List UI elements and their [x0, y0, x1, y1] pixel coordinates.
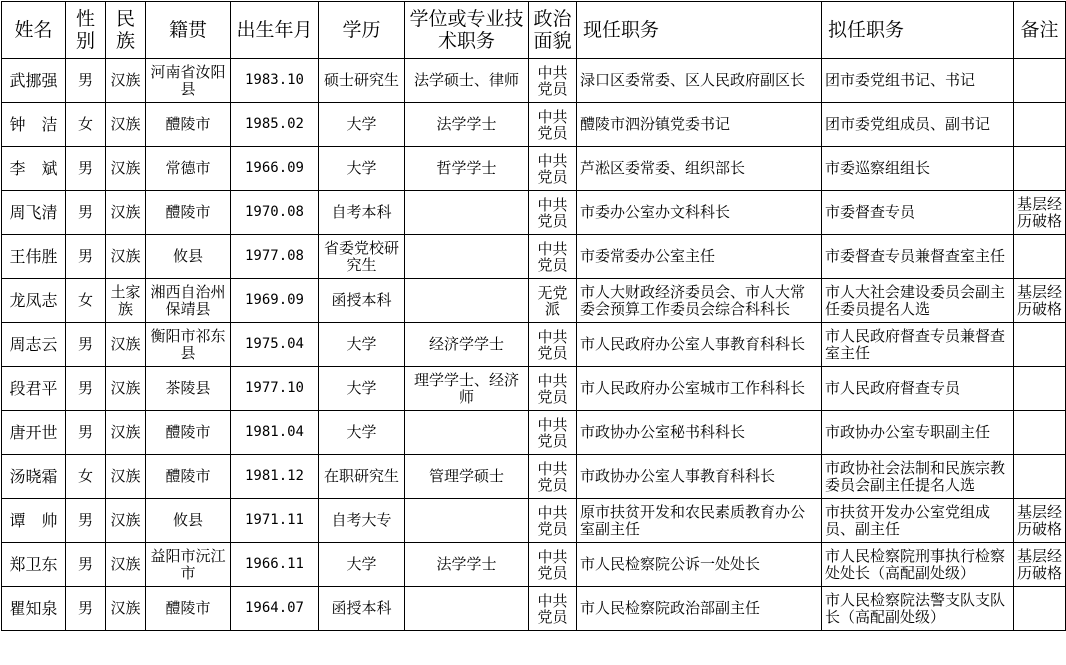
cell-origin: 茶陵县 [146, 367, 231, 411]
header-birth: 出生年月 [231, 2, 319, 59]
cell-current-post: 市政协办公室人事教育科科长 [577, 455, 822, 499]
cell-remarks [1014, 323, 1066, 367]
table-row [2, 587, 1066, 631]
cell-birth: 1977.10 [231, 367, 319, 411]
cell-political: 中共党员 [529, 587, 577, 631]
cell-origin: 常德市 [146, 147, 231, 191]
cell-proposed-post: 团市委党组书记、书记 [822, 59, 1014, 103]
cell-degree: 法学硕士、律师 [405, 59, 529, 103]
cell-name: 武挪强 [2, 59, 66, 103]
table-row [2, 235, 1066, 279]
cell-current-post: 市委常委办公室主任 [577, 235, 822, 279]
cell-ethnicity: 汉族 [106, 367, 146, 411]
cell-ethnicity: 汉族 [106, 103, 146, 147]
cell-degree: 经济学学士 [405, 323, 529, 367]
cell-political: 中共党员 [529, 323, 577, 367]
cell-degree [405, 411, 529, 455]
cell-remarks: 基层经历破格 [1014, 191, 1066, 235]
cell-current-post: 市人民检察院公诉一处处长 [577, 543, 822, 587]
cell-proposed-post: 市委督查专员兼督查室主任 [822, 235, 1014, 279]
cell-name: 李 斌 [2, 147, 66, 191]
cell-ethnicity: 汉族 [106, 543, 146, 587]
header-row [2, 2, 1066, 59]
cell-current-post: 醴陵市泗汾镇党委书记 [577, 103, 822, 147]
cell-ethnicity: 汉族 [106, 411, 146, 455]
table-row [2, 147, 1066, 191]
cell-political: 中共党员 [529, 103, 577, 147]
cell-proposed-post: 市委督查专员 [822, 191, 1014, 235]
cell-education: 大学 [319, 323, 405, 367]
cell-political: 中共党员 [529, 543, 577, 587]
cell-birth: 1966.09 [231, 147, 319, 191]
header-education: 学历 [319, 2, 405, 59]
cell-degree: 管理学硕士 [405, 455, 529, 499]
cell-origin: 醴陵市 [146, 455, 231, 499]
cell-origin: 攸县 [146, 499, 231, 543]
cell-proposed-post: 市政协社会法制和民族宗教委员会副主任提名人选 [822, 455, 1014, 499]
header-current-post: 现任职务 [577, 2, 822, 59]
cell-ethnicity: 汉族 [106, 59, 146, 103]
cell-gender: 女 [66, 455, 106, 499]
cell-political: 中共党员 [529, 191, 577, 235]
header-proposed-post: 拟任职务 [822, 2, 1014, 59]
cell-education: 自考本科 [319, 191, 405, 235]
cell-political: 中共党员 [529, 499, 577, 543]
table-row [2, 499, 1066, 543]
cell-education: 大学 [319, 147, 405, 191]
cell-name: 周志云 [2, 323, 66, 367]
cell-origin: 益阳市沅江市 [146, 543, 231, 587]
cell-degree [405, 235, 529, 279]
cell-gender: 男 [66, 411, 106, 455]
cell-degree: 法学学士 [405, 103, 529, 147]
cell-degree [405, 279, 529, 323]
cell-education: 函授本科 [319, 587, 405, 631]
cell-birth: 1971.11 [231, 499, 319, 543]
cell-proposed-post: 市人民检察院法警支队支队长（高配副处级） [822, 587, 1014, 631]
table-row [2, 59, 1066, 103]
cell-degree: 理学学士、经济师 [405, 367, 529, 411]
cell-origin: 醴陵市 [146, 103, 231, 147]
cell-proposed-post: 市委巡察组组长 [822, 147, 1014, 191]
cell-proposed-post: 市人民检察院刑事执行检察处处长（高配副处级） [822, 543, 1014, 587]
cell-remarks [1014, 235, 1066, 279]
header-gender: 性别 [66, 2, 106, 59]
cell-remarks: 基层经历破格 [1014, 279, 1066, 323]
cell-current-post: 市政协办公室秘书科科长 [577, 411, 822, 455]
cell-origin: 湘西自治州保靖县 [146, 279, 231, 323]
cell-origin: 衡阳市祁东县 [146, 323, 231, 367]
cell-education: 大学 [319, 543, 405, 587]
cell-political: 中共党员 [529, 235, 577, 279]
cell-education: 大学 [319, 411, 405, 455]
appointment-table [1, 1, 1066, 631]
cell-education: 硕士研究生 [319, 59, 405, 103]
cell-current-post: 市人大财政经济委员会、市人大常委会预算工作委员会综合科科长 [577, 279, 822, 323]
cell-ethnicity: 汉族 [106, 499, 146, 543]
cell-ethnicity: 汉族 [106, 191, 146, 235]
cell-proposed-post: 市政协办公室专职副主任 [822, 411, 1014, 455]
cell-birth: 1981.04 [231, 411, 319, 455]
cell-gender: 男 [66, 367, 106, 411]
cell-gender: 男 [66, 587, 106, 631]
cell-remarks: 基层经历破格 [1014, 499, 1066, 543]
header-political: 政治面貌 [529, 2, 577, 59]
header-origin: 籍贯 [146, 2, 231, 59]
header-remarks: 备注 [1014, 2, 1066, 59]
cell-degree: 法学学士 [405, 543, 529, 587]
cell-education: 大学 [319, 103, 405, 147]
cell-current-post: 市人民政府办公室人事教育科科长 [577, 323, 822, 367]
cell-political: 中共党员 [529, 411, 577, 455]
cell-proposed-post: 市人民政府督查专员 [822, 367, 1014, 411]
cell-gender: 男 [66, 323, 106, 367]
cell-current-post: 芦淞区委常委、组织部长 [577, 147, 822, 191]
cell-education: 在职研究生 [319, 455, 405, 499]
cell-proposed-post: 市人大社会建设委员会副主任委员提名人选 [822, 279, 1014, 323]
cell-name: 龙凤志 [2, 279, 66, 323]
cell-remarks [1014, 59, 1066, 103]
cell-ethnicity: 汉族 [106, 455, 146, 499]
cell-political: 无党派 [529, 279, 577, 323]
cell-birth: 1975.04 [231, 323, 319, 367]
cell-birth: 1977.08 [231, 235, 319, 279]
cell-name: 钟 洁 [2, 103, 66, 147]
cell-degree: 哲学学士 [405, 147, 529, 191]
cell-ethnicity: 汉族 [106, 323, 146, 367]
cell-proposed-post: 市人民政府督查专员兼督查室主任 [822, 323, 1014, 367]
cell-degree [405, 499, 529, 543]
cell-degree [405, 587, 529, 631]
cell-remarks [1014, 147, 1066, 191]
cell-name: 唐开世 [2, 411, 66, 455]
cell-origin: 醴陵市 [146, 411, 231, 455]
table-row [2, 455, 1066, 499]
cell-current-post: 市人民政府办公室城市工作科科长 [577, 367, 822, 411]
cell-remarks [1014, 367, 1066, 411]
table-row [2, 543, 1066, 587]
cell-gender: 男 [66, 59, 106, 103]
cell-current-post: 市委办公室办文科科长 [577, 191, 822, 235]
table-row [2, 279, 1066, 323]
cell-political: 中共党员 [529, 455, 577, 499]
cell-proposed-post: 市扶贫开发办公室党组成员、副主任 [822, 499, 1014, 543]
cell-gender: 女 [66, 279, 106, 323]
cell-origin: 河南省汝阳县 [146, 59, 231, 103]
cell-name: 谭 帅 [2, 499, 66, 543]
cell-name: 瞿知泉 [2, 587, 66, 631]
cell-gender: 男 [66, 235, 106, 279]
cell-remarks [1014, 103, 1066, 147]
cell-proposed-post: 团市委党组成员、副书记 [822, 103, 1014, 147]
cell-education: 省委党校研究生 [319, 235, 405, 279]
cell-birth: 1985.02 [231, 103, 319, 147]
table-row [2, 103, 1066, 147]
header-ethnicity: 民族 [106, 2, 146, 59]
header-degree: 学位或专业技术职务 [405, 2, 529, 59]
table-row [2, 323, 1066, 367]
cell-political: 中共党员 [529, 147, 577, 191]
cell-origin: 攸县 [146, 235, 231, 279]
header-name: 姓名 [2, 2, 66, 59]
cell-remarks [1014, 455, 1066, 499]
cell-birth: 1969.09 [231, 279, 319, 323]
cell-political: 中共党员 [529, 367, 577, 411]
cell-current-post: 渌口区委常委、区人民政府副区长 [577, 59, 822, 103]
cell-birth: 1966.11 [231, 543, 319, 587]
cell-degree [405, 191, 529, 235]
cell-gender: 男 [66, 191, 106, 235]
table-row [2, 191, 1066, 235]
cell-ethnicity: 汉族 [106, 235, 146, 279]
cell-education: 函授本科 [319, 279, 405, 323]
cell-gender: 男 [66, 147, 106, 191]
cell-ethnicity: 土家族 [106, 279, 146, 323]
cell-origin: 醴陵市 [146, 191, 231, 235]
cell-birth: 1970.08 [231, 191, 319, 235]
table-row [2, 367, 1066, 411]
cell-gender: 女 [66, 103, 106, 147]
cell-birth: 1983.10 [231, 59, 319, 103]
cell-name: 郑卫东 [2, 543, 66, 587]
cell-name: 周飞清 [2, 191, 66, 235]
cell-current-post: 市人民检察院政治部副主任 [577, 587, 822, 631]
cell-ethnicity: 汉族 [106, 587, 146, 631]
cell-education: 自考大专 [319, 499, 405, 543]
cell-remarks: 基层经历破格 [1014, 543, 1066, 587]
table-row [2, 411, 1066, 455]
cell-education: 大学 [319, 367, 405, 411]
cell-birth: 1964.07 [231, 587, 319, 631]
cell-political: 中共党员 [529, 59, 577, 103]
cell-gender: 男 [66, 499, 106, 543]
cell-name: 王伟胜 [2, 235, 66, 279]
table-body [2, 59, 1066, 631]
cell-birth: 1981.12 [231, 455, 319, 499]
cell-remarks [1014, 411, 1066, 455]
cell-current-post: 原市扶贫开发和农民素质教育办公室副主任 [577, 499, 822, 543]
cell-name: 段君平 [2, 367, 66, 411]
cell-gender: 男 [66, 543, 106, 587]
cell-name: 汤晓霜 [2, 455, 66, 499]
cell-origin: 醴陵市 [146, 587, 231, 631]
cell-remarks [1014, 587, 1066, 631]
cell-ethnicity: 汉族 [106, 147, 146, 191]
